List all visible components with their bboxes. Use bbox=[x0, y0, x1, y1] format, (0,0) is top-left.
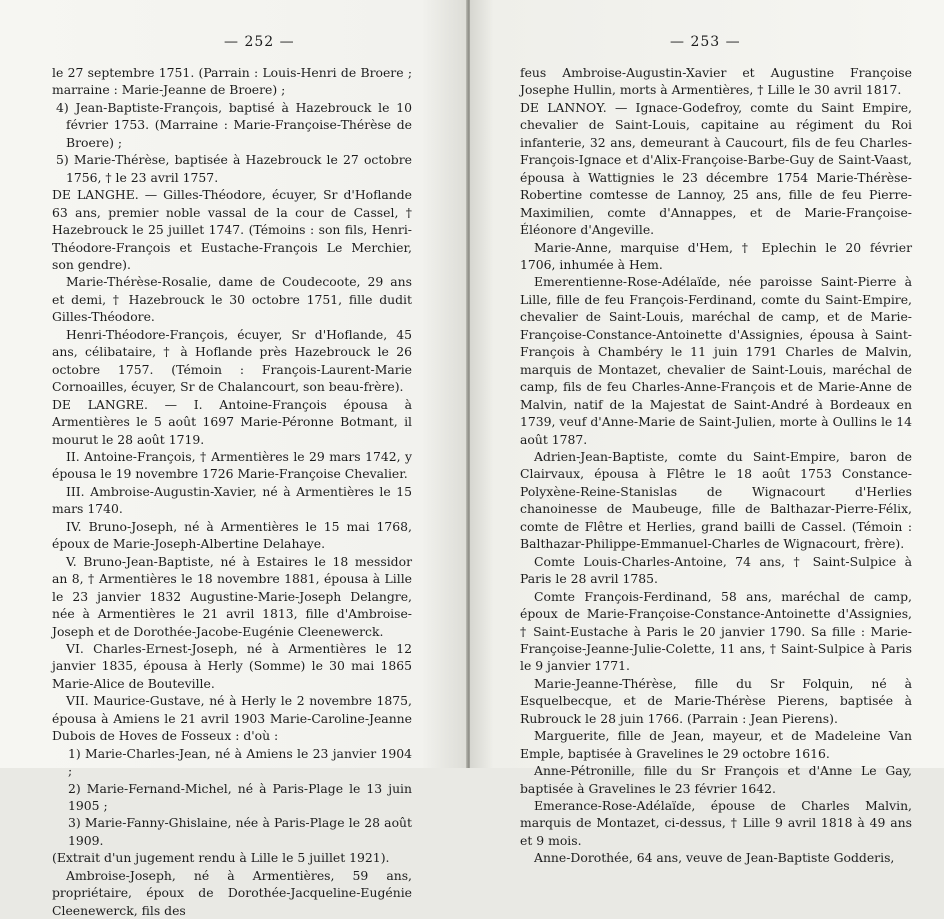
paragraph: IV. Bruno-Joseph, né à Armentières le 15 mai 1768, époux de Marie-Joseph-Albertine Delahaye. bbox=[52, 518, 412, 552]
page-body bbox=[520, 64, 912, 867]
paragraph: Comte François-Ferdinand, 58 ans, maréchal de camp, époux de Marie-Françoise-Constance-Antoinette d'Assignies, † Saint-Eustache à Paris le 20 janvier 1790. Sa fille : Marie-Françoise-Jeanne-Julie-Colette, 11 ans, † Saint-Sulpice à Paris le 9 janvier 1771. bbox=[520, 588, 912, 674]
paragraph: DE LANNOY. — Ignace-Godefroy, comte du Saint Empire, chevalier de Saint-Louis, capitaine au régiment du Roi infanterie, 32 ans, demeurant à Caucourt, fils de feu Charles-François-Ignace et d'Alix-Françoise-Barbe-Guy de Saint-Vaast, épousa à Wattignies le 23 décembre 1754 Marie-Thérèse-Robertine comtesse de Lannoy, 25 ans, fille de feu Pierre-Maximilien, comte d'Annappes, et de Marie-Françoise-Éléonore d'Angeville. bbox=[520, 99, 912, 238]
list-item: 2) Marie-Fernand-Michel, né à Paris-Plage le 13 juin 1905 ; bbox=[68, 780, 412, 814]
paragraph: Ambroise-Joseph, né à Armentières, 59 ans, propriétaire, époux de Dorothée-Jacqueline-Eugénie Cleenewerck, fils des bbox=[52, 867, 412, 918]
list-item: 3) Marie-Fanny-Ghislaine, née à Paris-Plage le 28 août 1909. bbox=[68, 815, 412, 848]
list-item: 4) Jean-Baptiste-François, baptisé à Hazebrouck le 10 février 1753. (Marraine : Marie-Françoise-Thérèse de Broere) ; bbox=[56, 99, 412, 150]
paragraph: Adrien-Jean-Baptiste, comte du Saint-Empire, baron de Clairvaux, épousa à Flêtre le 18 août 1753 Constance-Polyxène-Reine-Stanislas de Wignacourt d'Herlies chanoinesse de Maubeuge, fille de Balthazar-Pierre-Félix, comte de Flêtre et Herlies, grand bailli de Cassel. (Témoin : Balthazar-Philippe-Emmanuel-Charles de Wignacourt, frère). bbox=[520, 448, 912, 552]
paragraph: Anne-Dorothée, 64 ans, veuve de Jean-Baptiste Godderis, bbox=[534, 850, 895, 866]
paragraph: Anne-Pétronille, fille du Sr François et d'Anne Le Gay, baptisée à Gravelines le 23 février 1642. bbox=[520, 763, 912, 796]
list-item: 5) Marie-Thérèse, baptisée à Hazebrouck le 27 octobre 1756, † le 23 avril 1757. bbox=[56, 152, 412, 185]
page-body bbox=[52, 64, 412, 919]
page-number: — 252 — bbox=[224, 34, 295, 50]
paragraph: VI. Charles-Ernest-Joseph, né à Armentières le 12 janvier 1835, épousa à Herly (Somme) le 30 mai 1865 Marie-Alice de Bouteville. bbox=[52, 640, 412, 691]
paragraph: Marie-Jeanne-Thérèse, fille du Sr Folquin, né à Esquelbecque, et de Marie-Thérèse Pierens, baptisée à Rubrouck le 28 juin 1766. (Parrain : Jean Pierens). bbox=[520, 675, 912, 726]
paragraph: (Extrait d'un jugement rendu à Lille le 5 juillet 1921). bbox=[52, 850, 390, 866]
paragraph: Marie-Anne, marquise d'Hem, † Eplechin le 20 février 1706, inhumée à Hem. bbox=[520, 239, 912, 272]
paragraph: Marguerite, fille de Jean, mayeur, et de Madeleine Van Emple, baptisée à Gravelines le 29 octobre 1616. bbox=[520, 728, 912, 761]
paragraph: Henri-Théodore-François, écuyer, Sr d'Hoflande, 45 ans, célibataire, † à Hoflande près Hazebrouck le 26 octobre 1757. (Témoin : François-Laurent-Marie Cornoailles, écuyer, Sr de Chalancourt, son beau-frère). bbox=[52, 326, 412, 395]
paragraph: Emerance-Rose-Adélaïde, épouse de Charles Malvin, marquis de Montazet, ci-dessus, † Lille 9 avril 1818 à 49 ans et 9 mois. bbox=[520, 798, 912, 848]
paragraph: VII. Maurice-Gustave, né à Herly le 2 novembre 1875, épousa à Amiens le 21 avril 1903 Marie-Caroline-Jeanne Dubois de Hoves de Fosseux : d'où : bbox=[52, 693, 412, 744]
paragraph: feus Ambroise-Augustin-Xavier et Augustine Françoise Josephe Hullin, morts à Armentières, † Lille le 30 avril 1817. bbox=[520, 65, 912, 98]
page-number: — 253 — bbox=[670, 34, 741, 50]
left-page bbox=[0, 0, 468, 918]
paragraph: DE LANGRE. — I. Antoine-François épousa à Armentières le 5 août 1697 Marie-Péronne Botmant, il mourut le 28 août 1719. bbox=[52, 396, 412, 447]
paragraph: III. Ambroise-Augustin-Xavier, né à Armentières le 15 mars 1740. bbox=[52, 483, 412, 517]
paragraph: DE LANGHE. — Gilles-Théodore, écuyer, Sr d'Hoflande 63 ans, premier noble vassal de la cour de Cassel, † Hazebrouck le 25 juillet 1747. (Témoins : son fils, Henri-Théodore-François et Eustache-François Le Merchier, son gendre). bbox=[52, 187, 412, 272]
paragraph: Marie-Thérèse-Rosalie, dame de Coudecoote, 29 ans et demi, † Hazebrouck le 30 octobre 1751, fille dudit Gilles-Théodore. bbox=[52, 274, 412, 325]
paragraph: II. Antoine-François, † Armentières le 29 mars 1742, y épousa le 19 novembre 1726 Marie-Françoise Chevalier. bbox=[52, 448, 412, 482]
paragraph: Comte Louis-Charles-Antoine, 74 ans, † Saint-Sulpice à Paris le 28 avril 1785. bbox=[520, 553, 912, 587]
paragraph: Emerentienne-Rose-Adélaïde, née paroisse Saint-Pierre à Lille, fille de feu François-Ferdinand, comte du Saint-Empire, chevalier de Saint-Louis, maréchal de camp, et de Marie-Françoise-Constance-Antoinette d'Assignies, épousa à Saint-François à Chambéry le 11 juin 1791 Charles de Malvin, marquis de Montazet, chevalier de Saint-Louis, maréchal de camp, fils de feu Charles-Anne-François et de Marie-Anne de Malvin, natif de la Majestat de Saint-André à Bordeaux en 1739, veuf d'Anne-Marie de Saint-Julien, morte à Oullins le 14 août 1787. bbox=[520, 274, 912, 447]
list-item: 1) Marie-Charles-Jean, né à Amiens le 23 janvier 1904 ; bbox=[68, 745, 412, 779]
paragraph: V. Bruno-Jean-Baptiste, né à Estaires le 18 messidor an 8, † Armentières le 18 novembre 1881, épousa à Lille le 23 janvier 1832 Augustine-Marie-Joseph Delangre, née à Armentières le 21 avril 1813, fille d'Ambroise-Joseph et de Dorothée-Jacobe-Eugénie Cleenewerck. bbox=[52, 553, 412, 639]
paragraph: le 27 septembre 1751. (Parrain : Louis-Henri de Broere ; marraine : Marie-Jeanne de Broere) ; bbox=[52, 65, 412, 98]
right-page bbox=[470, 0, 944, 866]
